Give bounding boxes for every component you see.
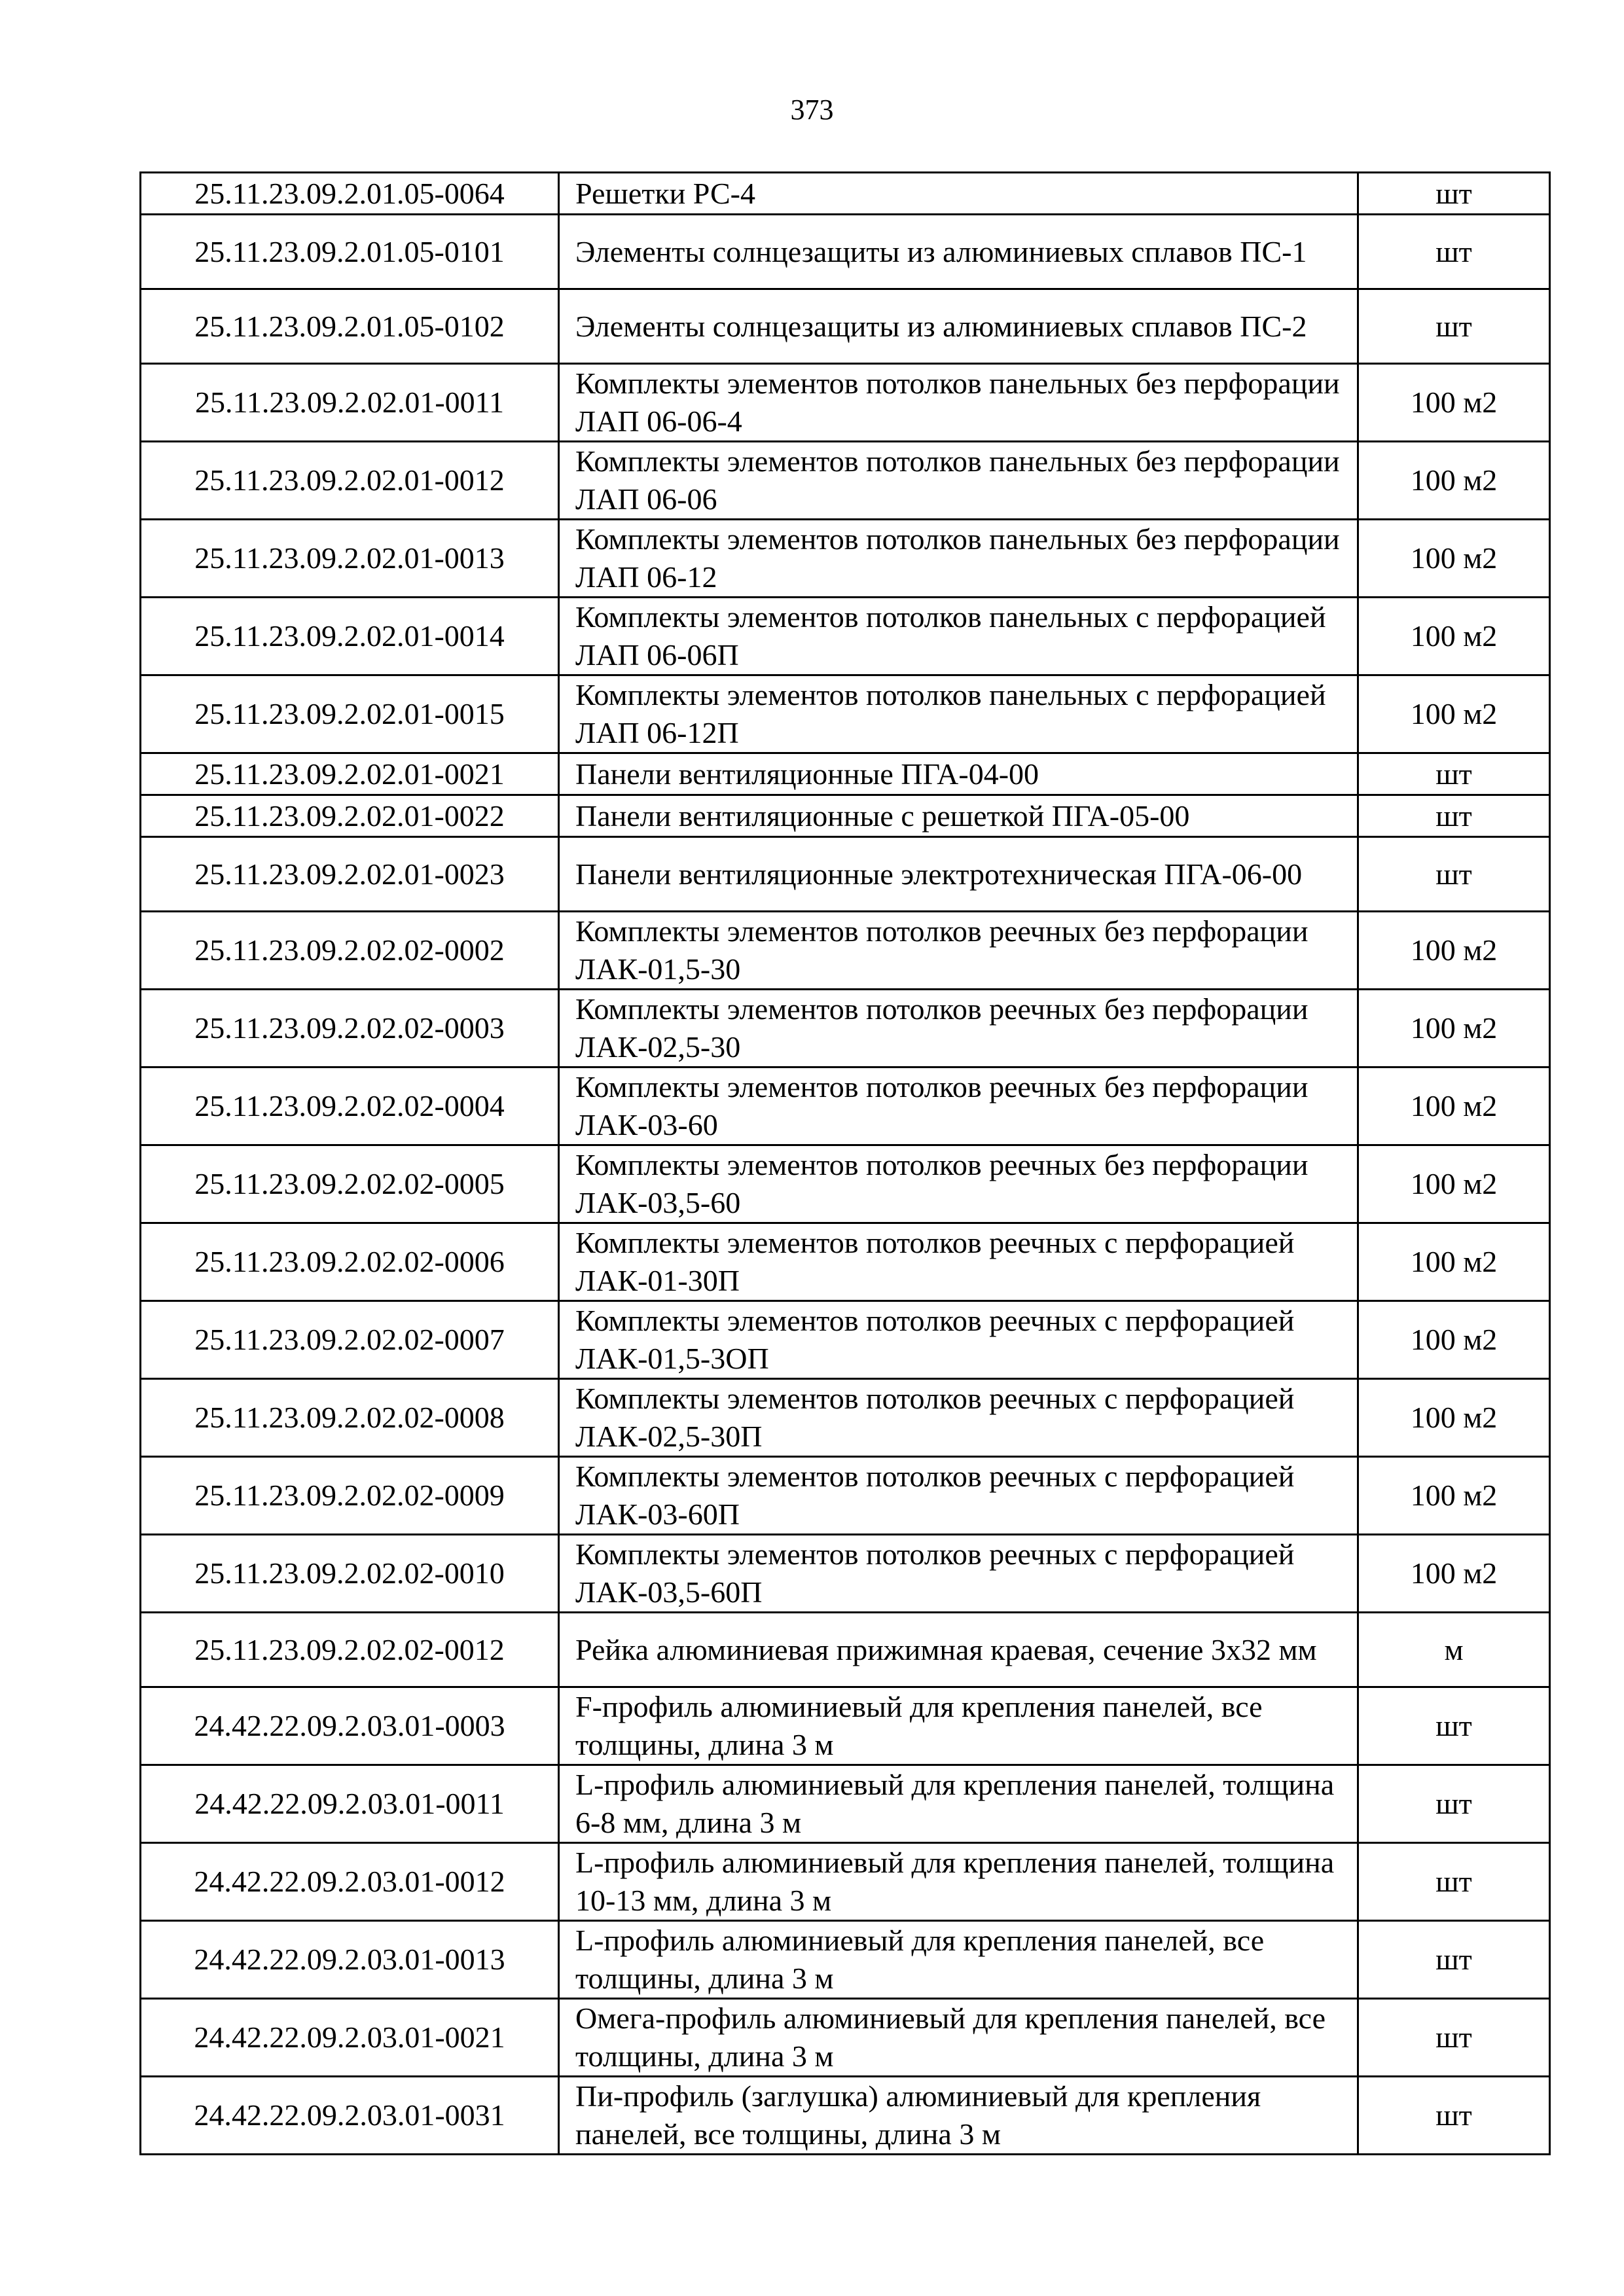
item-unit: шт bbox=[1358, 2077, 1550, 2155]
table-row bbox=[141, 520, 1550, 598]
item-code: 25.11.23.09.2.02.02-0004 bbox=[141, 1067, 559, 1145]
item-code: 25.11.23.09.2.02.01-0011 bbox=[141, 364, 559, 442]
item-code: 25.11.23.09.2.02.02-0012 bbox=[141, 1613, 559, 1687]
table-row bbox=[141, 1613, 1550, 1687]
item-code: 25.11.23.09.2.02.02-0002 bbox=[141, 912, 559, 990]
item-name: Комплекты элементов потолков панельных без перфорации ЛАП 06-06 bbox=[559, 442, 1358, 520]
item-code: 25.11.23.09.2.02.01-0015 bbox=[141, 675, 559, 753]
item-name: Комплекты элементов потолков панельных без перфорации ЛАП 06-12 bbox=[559, 520, 1358, 598]
item-code: 25.11.23.09.2.01.05-0101 bbox=[141, 215, 559, 289]
item-name: Комплекты элементов потолков реечных с перфорацией ЛАК-03,5-60П bbox=[559, 1535, 1358, 1613]
table-row bbox=[141, 1145, 1550, 1223]
item-code: 24.42.22.09.2.03.01-0012 bbox=[141, 1843, 559, 1921]
item-code: 25.11.23.09.2.02.01-0013 bbox=[141, 520, 559, 598]
item-code: 25.11.23.09.2.02.02-0007 bbox=[141, 1301, 559, 1379]
table-row bbox=[141, 1301, 1550, 1379]
table-row bbox=[141, 173, 1550, 215]
item-name: Решетки РС-4 bbox=[559, 173, 1358, 215]
item-unit: 100 м2 bbox=[1358, 1067, 1550, 1145]
item-name: Комплекты элементов потолков панельных без перфорации ЛАП 06-06-4 bbox=[559, 364, 1358, 442]
item-name: Комплекты элементов потолков реечных с перфорацией ЛАК-02,5-30П bbox=[559, 1379, 1358, 1457]
item-name: L-профиль алюминиевый для крепления панелей, толщина 6-8 мм, длина 3 м bbox=[559, 1765, 1358, 1843]
table-row bbox=[141, 1687, 1550, 1765]
item-code: 25.11.23.09.2.02.01-0012 bbox=[141, 442, 559, 520]
item-code: 25.11.23.09.2.02.02-0003 bbox=[141, 990, 559, 1067]
item-code: 25.11.23.09.2.02.01-0021 bbox=[141, 753, 559, 795]
item-name: Комплекты элементов потолков реечных без перфорации ЛАК-03-60 bbox=[559, 1067, 1358, 1145]
item-unit: 100 м2 bbox=[1358, 1223, 1550, 1301]
item-unit: м bbox=[1358, 1613, 1550, 1687]
item-name: L-профиль алюминиевый для крепления панелей, все толщины, длина 3 м bbox=[559, 1921, 1358, 1999]
item-code: 25.11.23.09.2.02.01-0022 bbox=[141, 795, 559, 837]
item-name: Рейка алюминиевая прижимная краевая, сечение 3x32 мм bbox=[559, 1613, 1358, 1687]
item-unit: 100 м2 bbox=[1358, 1301, 1550, 1379]
item-name: Пи-профиль (заглушка) алюминиевый для крепления панелей, все толщины, длина 3 м bbox=[559, 2077, 1358, 2155]
item-name: L-профиль алюминиевый для крепления панелей, толщина 10-13 мм, длина 3 м bbox=[559, 1843, 1358, 1921]
item-unit: 100 м2 bbox=[1358, 520, 1550, 598]
item-unit: шт bbox=[1358, 1687, 1550, 1765]
item-unit: шт bbox=[1358, 1999, 1550, 2077]
item-name: Омега-профиль алюминиевый для крепления панелей, все толщины, длина 3 м bbox=[559, 1999, 1358, 2077]
item-unit: 100 м2 bbox=[1358, 675, 1550, 753]
item-unit: 100 м2 bbox=[1358, 1535, 1550, 1613]
item-code: 24.42.22.09.2.03.01-0013 bbox=[141, 1921, 559, 1999]
item-code: 24.42.22.09.2.03.01-0011 bbox=[141, 1765, 559, 1843]
item-unit: 100 м2 bbox=[1358, 1379, 1550, 1457]
table-row bbox=[141, 2077, 1550, 2155]
table-row bbox=[141, 795, 1550, 837]
item-code: 25.11.23.09.2.02.02-0008 bbox=[141, 1379, 559, 1457]
item-unit: 100 м2 bbox=[1358, 598, 1550, 675]
table-row bbox=[141, 675, 1550, 753]
page-number: 373 bbox=[790, 94, 834, 126]
item-code: 25.11.23.09.2.02.01-0023 bbox=[141, 837, 559, 912]
item-name: Панели вентиляционные электротехническая ПГА-06-00 bbox=[559, 837, 1358, 912]
item-name: F-профиль алюминиевый для крепления панелей, все толщины, длина 3 м bbox=[559, 1687, 1358, 1765]
item-code: 24.42.22.09.2.03.01-0031 bbox=[141, 2077, 559, 2155]
item-name: Комплекты элементов потолков панельных с перфорацией ЛАП 06-12П bbox=[559, 675, 1358, 753]
item-code: 25.11.23.09.2.02.01-0014 bbox=[141, 598, 559, 675]
table-row bbox=[141, 912, 1550, 990]
item-name: Элементы солнцезащиты из алюминиевых сплавов ПС-2 bbox=[559, 289, 1358, 364]
item-unit: шт bbox=[1358, 1921, 1550, 1999]
item-code: 25.11.23.09.2.01.05-0102 bbox=[141, 289, 559, 364]
item-name: Комплекты элементов потолков реечных без перфорации ЛАК-03,5-60 bbox=[559, 1145, 1358, 1223]
item-code: 24.42.22.09.2.03.01-0003 bbox=[141, 1687, 559, 1765]
item-name: Комплекты элементов потолков реечных без перфорации ЛАК-02,5-30 bbox=[559, 990, 1358, 1067]
table-row bbox=[141, 1999, 1550, 2077]
table-row bbox=[141, 1223, 1550, 1301]
item-unit: шт bbox=[1358, 795, 1550, 837]
table-row bbox=[141, 364, 1550, 442]
item-unit: 100 м2 bbox=[1358, 364, 1550, 442]
item-unit: шт bbox=[1358, 173, 1550, 215]
item-code: 25.11.23.09.2.02.02-0010 bbox=[141, 1535, 559, 1613]
table-row bbox=[141, 1457, 1550, 1535]
table-row bbox=[141, 1765, 1550, 1843]
item-unit: 100 м2 bbox=[1358, 912, 1550, 990]
item-unit: шт bbox=[1358, 837, 1550, 912]
table-row bbox=[141, 1535, 1550, 1613]
table-row bbox=[141, 598, 1550, 675]
table-row bbox=[141, 1067, 1550, 1145]
item-unit: шт bbox=[1358, 1765, 1550, 1843]
item-unit: 100 м2 bbox=[1358, 990, 1550, 1067]
item-unit: шт bbox=[1358, 1843, 1550, 1921]
table-row bbox=[141, 837, 1550, 912]
item-name: Комплекты элементов потолков реечных с перфорацией ЛАК-03-60П bbox=[559, 1457, 1358, 1535]
table-row bbox=[141, 753, 1550, 795]
table-row bbox=[141, 215, 1550, 289]
table-row bbox=[141, 1921, 1550, 1999]
table-row bbox=[141, 289, 1550, 364]
table-row bbox=[141, 442, 1550, 520]
item-unit: 100 м2 bbox=[1358, 1457, 1550, 1535]
item-unit: шт bbox=[1358, 753, 1550, 795]
item-unit: 100 м2 bbox=[1358, 442, 1550, 520]
table-row bbox=[141, 1843, 1550, 1921]
item-name: Комплекты элементов потолков реечных без перфорации ЛАК-01,5-30 bbox=[559, 912, 1358, 990]
item-name: Панели вентиляционные ПГА-04-00 bbox=[559, 753, 1358, 795]
item-unit: 100 м2 bbox=[1358, 1145, 1550, 1223]
item-code: 24.42.22.09.2.03.01-0021 bbox=[141, 1999, 559, 2077]
item-name: Комплекты элементов потолков реечных с перфорацией ЛАК-01,5-3ОП bbox=[559, 1301, 1358, 1379]
item-unit: шт bbox=[1358, 215, 1550, 289]
item-name: Панели вентиляционные с решеткой ПГА-05-00 bbox=[559, 795, 1358, 837]
item-code: 25.11.23.09.2.02.02-0009 bbox=[141, 1457, 559, 1535]
item-code: 25.11.23.09.2.02.02-0006 bbox=[141, 1223, 559, 1301]
materials-table bbox=[139, 171, 1551, 2155]
table-row bbox=[141, 1379, 1550, 1457]
item-name: Комплекты элементов потолков панельных с перфорацией ЛАП 06-06П bbox=[559, 598, 1358, 675]
item-name: Элементы солнцезащиты из алюминиевых сплавов ПС-1 bbox=[559, 215, 1358, 289]
item-unit: шт bbox=[1358, 289, 1550, 364]
item-code: 25.11.23.09.2.02.02-0005 bbox=[141, 1145, 559, 1223]
table-row bbox=[141, 990, 1550, 1067]
item-name: Комплекты элементов потолков реечных с перфорацией ЛАК-01-30П bbox=[559, 1223, 1358, 1301]
item-code: 25.11.23.09.2.01.05-0064 bbox=[141, 173, 559, 215]
